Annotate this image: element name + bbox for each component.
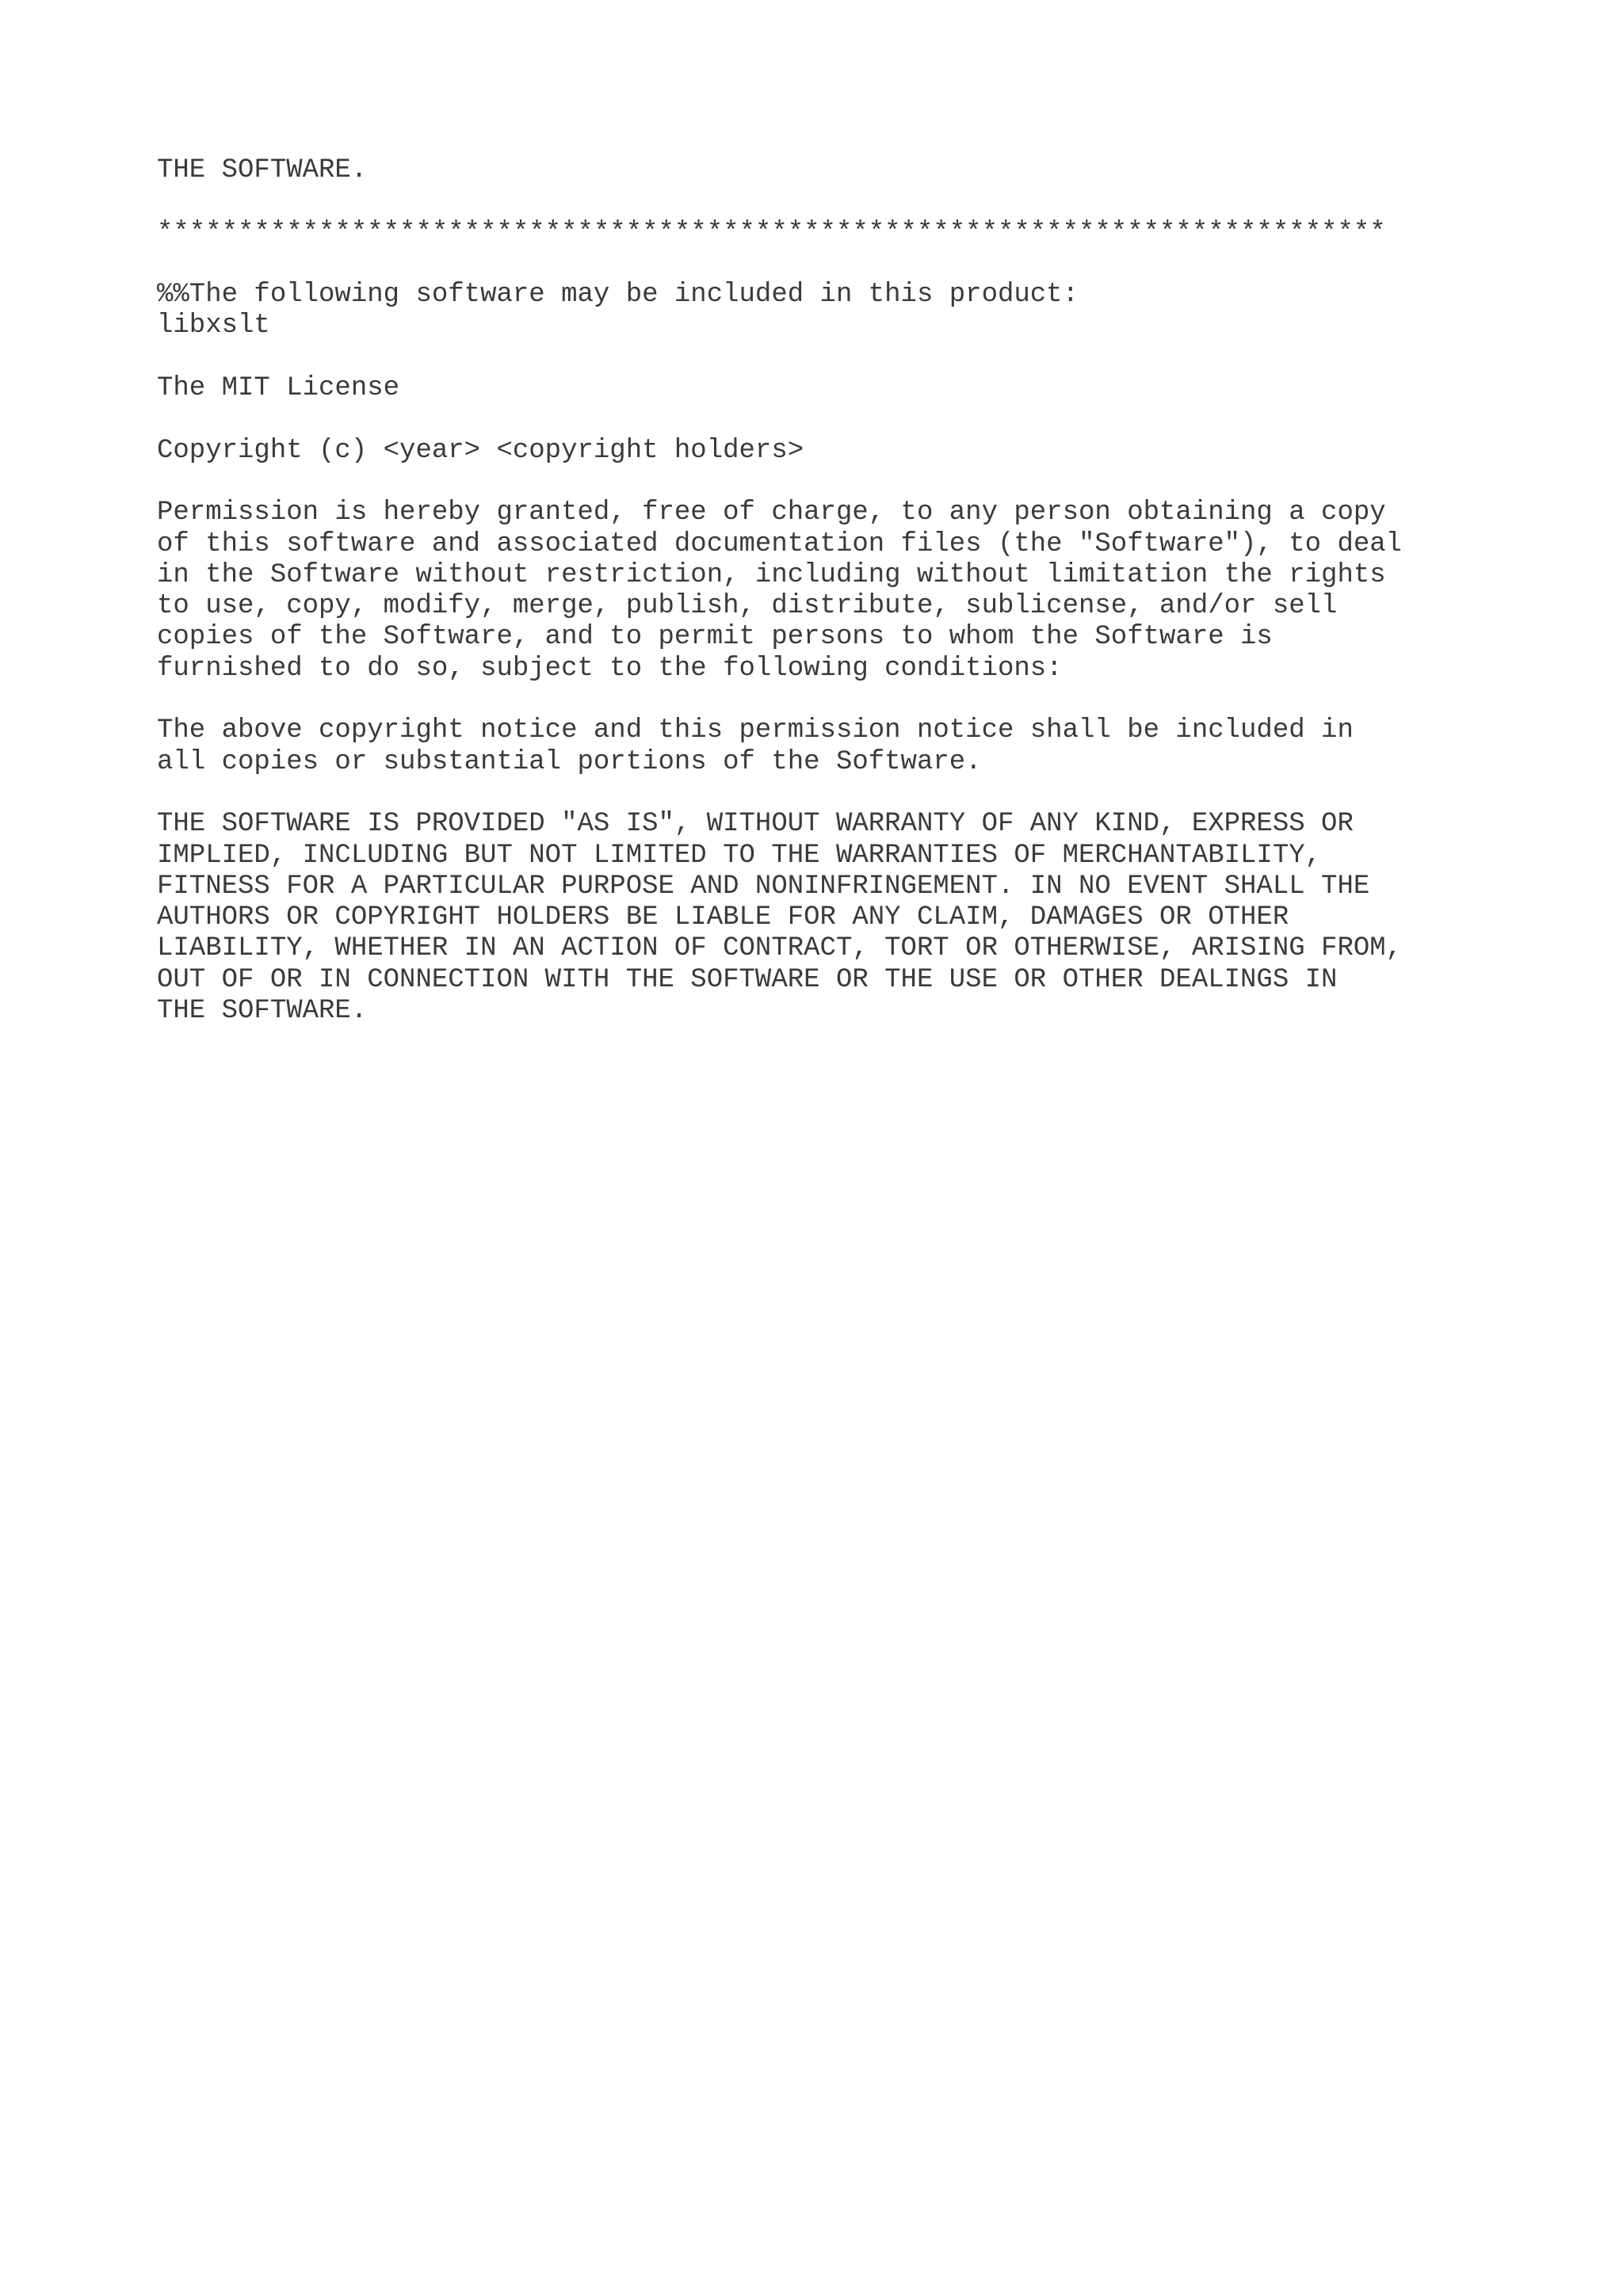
text-line: furnished to do so, subject to the following conditions:: [157, 653, 1063, 684]
text-line: OUT OF OR IN CONNECTION WITH THE SOFTWARE OR THE USE OR OTHER DEALINGS IN: [157, 964, 1338, 995]
blank-line: [157, 249, 1402, 280]
text-line: Permission is hereby granted, free of charge, to any person obtaining a copy: [157, 498, 1386, 528]
text-line: to use, copy, modify, merge, publish, distribute, sublicense, and/or sell: [157, 591, 1338, 622]
text-line: all copies or substantial portions of the Software.: [157, 746, 982, 777]
text-line: LIABILITY, WHETHER IN AN ACTION OF CONTRACT, TORT OR OTHERWISE, ARISING FROM,: [157, 933, 1403, 964]
blank-line: [157, 186, 1402, 217]
text-line: THE SOFTWARE.: [157, 155, 368, 185]
license-text: [157, 155, 1402, 1027]
blank-line: [157, 778, 1402, 809]
separator-line: ****************************************************************************: [157, 217, 1386, 248]
text-line: %%The following software may be included in this product:: [157, 280, 1079, 311]
text-line: copies of the Software, and to permit persons to whom the Software is: [157, 622, 1273, 653]
text-line: of this software and associated documentation files (the "Software"), to deal: [157, 528, 1403, 559]
text-line: The above copyright notice and this permission notice shall be included in: [157, 715, 1354, 746]
text-line: The MIT License: [157, 373, 400, 404]
blank-line: [157, 342, 1402, 373]
text-line: IMPLIED, INCLUDING BUT NOT LIMITED TO THE WARRANTIES OF MERCHANTABILITY,: [157, 840, 1322, 871]
text-line: libxslt: [157, 311, 270, 341]
text-line: THE SOFTWARE.: [157, 996, 368, 1027]
blank-line: [157, 467, 1402, 498]
text-line: AUTHORS OR COPYRIGHT HOLDERS BE LIABLE FOR ANY CLAIM, DAMAGES OR OTHER: [157, 902, 1289, 933]
text-line: Copyright (c) <year> <copyright holders>: [157, 435, 804, 466]
text-line: in the Software without restriction, including without limitation the rights: [157, 559, 1386, 590]
blank-line: [157, 685, 1402, 715]
text-line: FITNESS FOR A PARTICULAR PURPOSE AND NONINFRINGEMENT. IN NO EVENT SHALL THE: [157, 871, 1370, 902]
text-line: THE SOFTWARE IS PROVIDED "AS IS", WITHOUT WARRANTY OF ANY KIND, EXPRESS OR: [157, 809, 1354, 840]
blank-line: [157, 404, 1402, 435]
